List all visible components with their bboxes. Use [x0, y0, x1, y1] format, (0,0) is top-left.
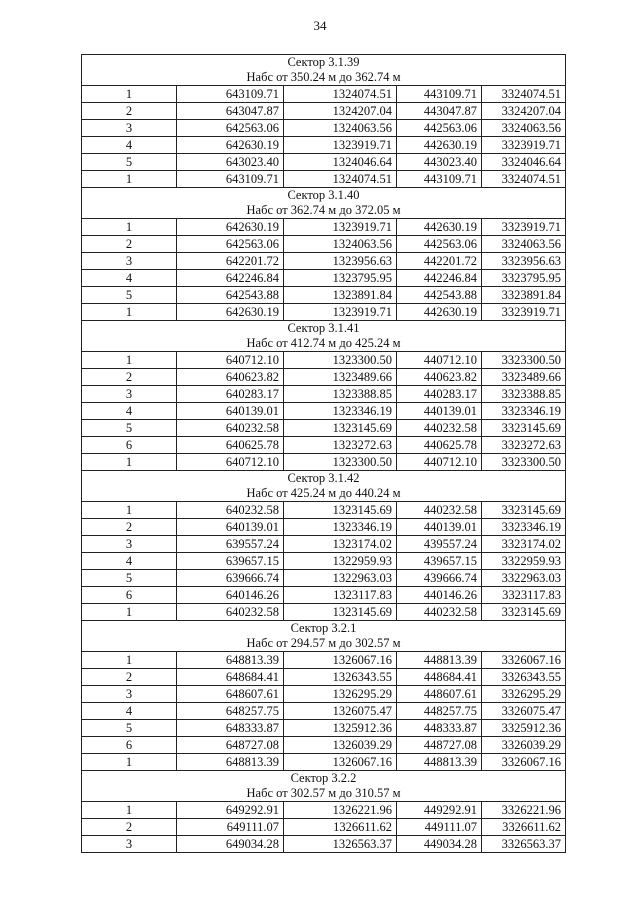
point-number-cell: 2 — [82, 236, 177, 253]
coordinate-cell: 448607.61 — [397, 686, 482, 703]
coordinate-cell: 649034.28 — [177, 836, 284, 853]
coordinate-cell: 1323346.19 — [284, 403, 397, 420]
table-row — [82, 420, 566, 437]
coordinate-cell: 440712.10 — [397, 454, 482, 471]
coordinate-cell: 648813.39 — [177, 754, 284, 771]
coordinate-cell: 640283.17 — [177, 386, 284, 403]
sector-header-row — [82, 321, 566, 352]
coordinate-cell: 1322963.03 — [284, 570, 397, 587]
coordinate-cell: 639557.24 — [177, 536, 284, 553]
coordinate-cell: 1322959.93 — [284, 553, 397, 570]
table-row — [82, 369, 566, 386]
point-number-cell: 3 — [82, 836, 177, 853]
sector-name: Сектор 3.2.1 — [290, 621, 357, 635]
coordinate-cell: 3324207.04 — [482, 103, 566, 120]
table-row — [82, 86, 566, 103]
table-row — [82, 386, 566, 403]
coordinate-cell: 1326611.62 — [284, 819, 397, 836]
coordinate-cell: 440232.58 — [397, 502, 482, 519]
table-row — [82, 287, 566, 304]
table-row — [82, 686, 566, 703]
table-row — [82, 304, 566, 321]
table-row — [82, 604, 566, 621]
coordinate-cell: 642246.84 — [177, 270, 284, 287]
sector-name: Сектор 3.1.41 — [287, 321, 360, 335]
point-number-cell: 5 — [82, 287, 177, 304]
sector-header — [82, 771, 566, 802]
coordinate-cell: 442563.06 — [397, 236, 482, 253]
coordinates-table — [81, 54, 566, 853]
table-row — [82, 454, 566, 471]
coordinate-cell: 3324074.51 — [482, 86, 566, 103]
coordinate-cell: 1323346.19 — [284, 519, 397, 536]
point-number-cell: 4 — [82, 703, 177, 720]
coordinate-cell: 1323489.66 — [284, 369, 397, 386]
point-number-cell: 6 — [82, 587, 177, 604]
sector-header-row — [82, 471, 566, 502]
table-row — [82, 270, 566, 287]
point-number-cell: 1 — [82, 604, 177, 621]
coordinate-cell: 1323145.69 — [284, 420, 397, 437]
coordinate-cell: 448684.41 — [397, 669, 482, 686]
sector-name: Сектор 3.1.40 — [287, 188, 360, 202]
coordinate-cell: 642563.06 — [177, 236, 284, 253]
table-row — [82, 103, 566, 120]
coordinate-cell: 642201.72 — [177, 253, 284, 270]
coordinate-cell: 3323117.83 — [482, 587, 566, 604]
point-number-cell: 5 — [82, 720, 177, 737]
table-row — [82, 652, 566, 669]
point-number-cell: 3 — [82, 686, 177, 703]
point-number-cell: 1 — [82, 171, 177, 188]
coordinate-cell: 440623.82 — [397, 369, 482, 386]
coordinate-cell: 640623.82 — [177, 369, 284, 386]
coordinate-cell: 1323145.69 — [284, 502, 397, 519]
point-number-cell: 6 — [82, 437, 177, 454]
table-row — [82, 703, 566, 720]
coordinate-cell: 3324046.64 — [482, 154, 566, 171]
coordinate-cell: 3326343.55 — [482, 669, 566, 686]
point-number-cell: 1 — [82, 86, 177, 103]
point-number-cell: 4 — [82, 403, 177, 420]
coordinate-cell: 648257.75 — [177, 703, 284, 720]
point-number-cell: 6 — [82, 737, 177, 754]
table-row — [82, 219, 566, 236]
coordinate-cell: 1324046.64 — [284, 154, 397, 171]
coordinate-cell: 1323956.63 — [284, 253, 397, 270]
coordinate-cell: 3326611.62 — [482, 819, 566, 836]
coordinate-cell: 642630.19 — [177, 219, 284, 236]
coordinate-cell: 640139.01 — [177, 519, 284, 536]
table-row — [82, 737, 566, 754]
coordinate-cell: 648727.08 — [177, 737, 284, 754]
coordinate-cell: 1323891.84 — [284, 287, 397, 304]
sector-header — [82, 55, 566, 86]
coordinate-cell: 1326563.37 — [284, 836, 397, 853]
table-row — [82, 154, 566, 171]
coordinate-cell: 3323919.71 — [482, 304, 566, 321]
coordinate-cell: 640232.58 — [177, 604, 284, 621]
coordinate-cell: 1323145.69 — [284, 604, 397, 621]
coordinate-cell: 640625.78 — [177, 437, 284, 454]
table-row — [82, 836, 566, 853]
coordinate-cell: 442630.19 — [397, 219, 482, 236]
coordinate-cell: 442630.19 — [397, 304, 482, 321]
coordinate-cell: 3323145.69 — [482, 420, 566, 437]
coordinate-cell: 449034.28 — [397, 836, 482, 853]
coordinate-cell: 3326563.37 — [482, 836, 566, 853]
coordinate-cell: 443109.71 — [397, 86, 482, 103]
coordinate-cell: 1323300.50 — [284, 352, 397, 369]
coordinate-cell: 640139.01 — [177, 403, 284, 420]
coordinate-cell: 1324074.51 — [284, 86, 397, 103]
coordinate-cell: 440139.01 — [397, 519, 482, 536]
table-row — [82, 570, 566, 587]
coordinate-cell: 643109.71 — [177, 86, 284, 103]
coordinate-cell: 1323919.71 — [284, 304, 397, 321]
coordinate-cell: 443109.71 — [397, 171, 482, 188]
coordinate-cell: 3323145.69 — [482, 604, 566, 621]
sector-header — [82, 621, 566, 652]
point-number-cell: 5 — [82, 420, 177, 437]
coordinate-cell: 640146.26 — [177, 587, 284, 604]
coordinate-cell: 3323145.69 — [482, 502, 566, 519]
coordinate-cell: 3323388.85 — [482, 386, 566, 403]
sector-header-row — [82, 771, 566, 802]
table-row — [82, 253, 566, 270]
coordinate-cell: 3324063.56 — [482, 236, 566, 253]
coordinates-table-body — [82, 55, 566, 853]
point-number-cell: 2 — [82, 369, 177, 386]
coordinate-cell: 1323117.83 — [284, 587, 397, 604]
coordinate-cell: 3323346.19 — [482, 519, 566, 536]
coordinate-cell: 1324063.56 — [284, 236, 397, 253]
coordinate-cell: 439557.24 — [397, 536, 482, 553]
coordinate-cell: 3326067.16 — [482, 652, 566, 669]
coordinate-cell: 440712.10 — [397, 352, 482, 369]
coordinate-cell: 3326067.16 — [482, 754, 566, 771]
table-row — [82, 437, 566, 454]
coordinate-cell: 3326039.29 — [482, 737, 566, 754]
coordinate-cell: 3323795.95 — [482, 270, 566, 287]
coordinate-cell: 448257.75 — [397, 703, 482, 720]
coordinate-cell: 442563.06 — [397, 120, 482, 137]
table-row — [82, 236, 566, 253]
table-row — [82, 137, 566, 154]
coordinate-cell: 440139.01 — [397, 403, 482, 420]
coordinate-cell: 3323891.84 — [482, 287, 566, 304]
coordinate-cell: 1323388.85 — [284, 386, 397, 403]
sector-height-range: Набс от 412.74 м до 425.24 м — [246, 336, 401, 350]
coordinate-cell: 442201.72 — [397, 253, 482, 270]
coordinate-cell: 440232.58 — [397, 420, 482, 437]
coordinate-cell: 648333.87 — [177, 720, 284, 737]
coordinate-cell: 3324063.56 — [482, 120, 566, 137]
sector-header — [82, 188, 566, 219]
coordinate-cell: 640712.10 — [177, 352, 284, 369]
coordinate-cell: 1323272.63 — [284, 437, 397, 454]
table-row — [82, 553, 566, 570]
coordinate-cell: 1326343.55 — [284, 669, 397, 686]
point-number-cell: 5 — [82, 154, 177, 171]
coordinate-cell: 449111.07 — [397, 819, 482, 836]
table-row — [82, 819, 566, 836]
coordinate-cell: 443047.87 — [397, 103, 482, 120]
coordinate-cell: 3326075.47 — [482, 703, 566, 720]
table-row — [82, 669, 566, 686]
coordinate-cell: 3323489.66 — [482, 369, 566, 386]
table-row — [82, 536, 566, 553]
coordinate-cell: 440283.17 — [397, 386, 482, 403]
table-row — [82, 802, 566, 819]
table-row — [82, 519, 566, 536]
table-row — [82, 502, 566, 519]
coordinate-cell: 648607.61 — [177, 686, 284, 703]
point-number-cell: 1 — [82, 802, 177, 819]
sector-height-range: Набс от 362.74 м до 372.05 м — [246, 203, 401, 217]
point-number-cell: 3 — [82, 253, 177, 270]
sector-header-row — [82, 188, 566, 219]
coordinate-cell: 3326295.29 — [482, 686, 566, 703]
coordinate-cell: 648684.41 — [177, 669, 284, 686]
coordinate-cell: 1326075.47 — [284, 703, 397, 720]
point-number-cell: 1 — [82, 454, 177, 471]
coordinate-cell: 442630.19 — [397, 137, 482, 154]
coordinate-cell: 639666.74 — [177, 570, 284, 587]
coordinate-cell: 642630.19 — [177, 304, 284, 321]
coordinate-cell: 640232.58 — [177, 502, 284, 519]
coordinate-cell: 642543.88 — [177, 287, 284, 304]
coordinate-cell: 440232.58 — [397, 604, 482, 621]
coordinate-cell: 1326295.29 — [284, 686, 397, 703]
coordinate-cell: 3326221.96 — [482, 802, 566, 819]
table-row — [82, 403, 566, 420]
coordinate-cell: 1323795.95 — [284, 270, 397, 287]
sector-height-range: Набс от 302.57 м до 310.57 м — [246, 786, 401, 800]
coordinate-cell: 448813.39 — [397, 754, 482, 771]
sector-name: Сектор 3.2.2 — [290, 771, 357, 785]
point-number-cell: 1 — [82, 304, 177, 321]
coordinate-cell: 640712.10 — [177, 454, 284, 471]
sector-name: Сектор 3.1.39 — [287, 55, 360, 69]
sector-header-row — [82, 55, 566, 86]
coordinate-cell: 1323919.71 — [284, 219, 397, 236]
coordinate-cell: 449292.91 — [397, 802, 482, 819]
coordinate-cell: 643109.71 — [177, 171, 284, 188]
point-number-cell: 5 — [82, 570, 177, 587]
coordinate-cell: 642563.06 — [177, 120, 284, 137]
coordinate-cell: 439666.74 — [397, 570, 482, 587]
point-number-cell: 1 — [82, 502, 177, 519]
coordinate-cell: 442246.84 — [397, 270, 482, 287]
coordinate-cell: 1326067.16 — [284, 754, 397, 771]
coordinate-cell: 643047.87 — [177, 103, 284, 120]
coordinate-cell: 448813.39 — [397, 652, 482, 669]
coordinate-cell: 642630.19 — [177, 137, 284, 154]
coordinate-cell: 440146.26 — [397, 587, 482, 604]
coordinate-cell: 1326221.96 — [284, 802, 397, 819]
point-number-cell: 1 — [82, 219, 177, 236]
coordinate-cell: 448727.08 — [397, 737, 482, 754]
coordinate-cell: 3323919.71 — [482, 137, 566, 154]
coordinate-cell: 640232.58 — [177, 420, 284, 437]
sector-name: Сектор 3.1.42 — [287, 471, 360, 485]
sector-header — [82, 471, 566, 502]
point-number-cell: 3 — [82, 120, 177, 137]
coordinate-cell: 1324074.51 — [284, 171, 397, 188]
coordinate-cell: 443023.40 — [397, 154, 482, 171]
point-number-cell: 3 — [82, 386, 177, 403]
coordinate-cell: 1326039.29 — [284, 737, 397, 754]
coordinate-cell: 1323174.02 — [284, 536, 397, 553]
table-row — [82, 171, 566, 188]
coordinate-cell: 448333.87 — [397, 720, 482, 737]
sector-height-range: Набс от 350.24 м до 362.74 м — [246, 70, 401, 84]
coordinate-cell: 3322963.03 — [482, 570, 566, 587]
table-row — [82, 754, 566, 771]
table-row — [82, 587, 566, 604]
sector-header-row — [82, 621, 566, 652]
coordinate-cell: 3323272.63 — [482, 437, 566, 454]
coordinate-cell: 440625.78 — [397, 437, 482, 454]
coordinate-cell: 649292.91 — [177, 802, 284, 819]
coordinate-cell: 1325912.36 — [284, 720, 397, 737]
coordinate-cell: 3323956.63 — [482, 253, 566, 270]
table-row — [82, 120, 566, 137]
coordinate-cell: 3323919.71 — [482, 219, 566, 236]
coordinate-cell: 1324207.04 — [284, 103, 397, 120]
coordinate-cell: 639657.15 — [177, 553, 284, 570]
table-row — [82, 720, 566, 737]
point-number-cell: 1 — [82, 352, 177, 369]
point-number-cell: 2 — [82, 519, 177, 536]
coordinate-cell: 643023.40 — [177, 154, 284, 171]
coordinate-cell: 3325912.36 — [482, 720, 566, 737]
coordinate-cell: 3323174.02 — [482, 536, 566, 553]
coordinate-cell: 3323300.50 — [482, 352, 566, 369]
point-number-cell: 4 — [82, 137, 177, 154]
point-number-cell: 2 — [82, 103, 177, 120]
point-number-cell: 1 — [82, 754, 177, 771]
sector-height-range: Набс от 294.57 м до 302.57 м — [246, 636, 401, 650]
point-number-cell: 3 — [82, 536, 177, 553]
coordinate-cell: 439657.15 — [397, 553, 482, 570]
coordinate-cell: 1323919.71 — [284, 137, 397, 154]
coordinate-cell: 442543.88 — [397, 287, 482, 304]
point-number-cell: 4 — [82, 553, 177, 570]
coordinate-cell: 1326067.16 — [284, 652, 397, 669]
coordinate-cell: 1324063.56 — [284, 120, 397, 137]
table-row — [82, 352, 566, 369]
point-number-cell: 2 — [82, 819, 177, 836]
coordinate-cell: 3323346.19 — [482, 403, 566, 420]
page-number: 34 — [313, 18, 327, 33]
sector-height-range: Набс от 425.24 м до 440.24 м — [246, 486, 401, 500]
point-number-cell: 2 — [82, 669, 177, 686]
coordinate-cell: 3324074.51 — [482, 171, 566, 188]
point-number-cell: 1 — [82, 652, 177, 669]
coordinate-cell: 3323300.50 — [482, 454, 566, 471]
coordinate-cell: 3322959.93 — [482, 553, 566, 570]
point-number-cell: 4 — [82, 270, 177, 287]
coordinate-cell: 1323300.50 — [284, 454, 397, 471]
coordinate-cell: 648813.39 — [177, 652, 284, 669]
coordinate-cell: 649111.07 — [177, 819, 284, 836]
sector-header — [82, 321, 566, 352]
